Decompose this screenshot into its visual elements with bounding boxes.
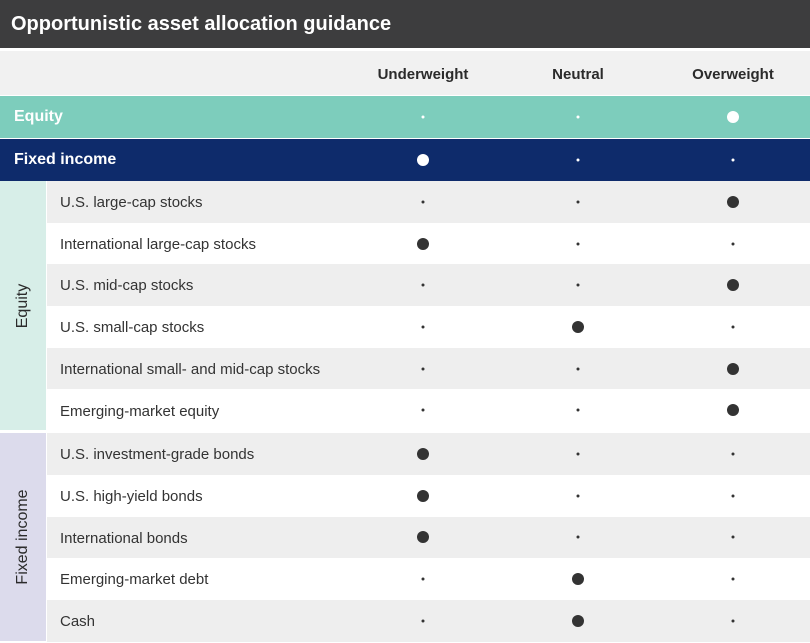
row-international-small-and-mid-cap-stocks-neutral-placeholder-dot [577, 367, 580, 370]
row-emerging-market-equity-neutral-placeholder-dot [577, 409, 580, 412]
row-international-large-cap-stocks-neutral-placeholder-dot [577, 242, 580, 245]
row-u-s-large-cap-stocks-neutral-placeholder-dot [577, 200, 580, 203]
row-u-s-large-cap-stocks-underweight-placeholder-dot [422, 200, 425, 203]
row-label: U.S. small-cap stocks [60, 319, 205, 337]
table-row-u-s-mid-cap-stocks [47, 264, 810, 306]
row-u-s-mid-cap-stocks-overweight-marker [727, 279, 739, 291]
row-emerging-market-debt-overweight-placeholder-dot [732, 578, 735, 581]
summary-row-equity [0, 96, 810, 138]
row-u-s-large-cap-stocks-overweight-marker [727, 196, 739, 208]
summary-equity-overweight-marker [727, 111, 739, 123]
row-label: U.S. high-yield bonds [60, 487, 203, 505]
summary-row-fixed-income [0, 139, 810, 181]
row-international-small-and-mid-cap-stocks-underweight-placeholder-dot [422, 367, 425, 370]
row-u-s-high-yield-bonds-neutral-placeholder-dot [577, 494, 580, 497]
row-emerging-market-equity-underweight-placeholder-dot [422, 409, 425, 412]
column-header-neutral: Neutral [552, 66, 604, 83]
row-cash-underweight-placeholder-dot [422, 619, 425, 622]
row-label: Emerging-market equity [60, 402, 220, 420]
row-label: International bonds [60, 529, 188, 547]
summary-equity-neutral-placeholder-dot [577, 116, 580, 119]
table-row-cash [47, 600, 810, 642]
table-row-international-bonds [47, 517, 810, 559]
row-label: International large-cap stocks [60, 235, 256, 253]
row-international-small-and-mid-cap-stocks-overweight-marker [727, 363, 739, 375]
table-row-emerging-market-equity [47, 390, 810, 432]
summary-fixed-income-neutral-placeholder-dot [577, 159, 580, 162]
row-u-s-investment-grade-bonds-neutral-placeholder-dot [577, 453, 580, 456]
row-international-bonds-overweight-placeholder-dot [732, 536, 735, 539]
group-label-fixed-income [0, 433, 46, 641]
row-u-s-investment-grade-bonds-underweight-marker [417, 448, 429, 460]
table-row-u-s-small-cap-stocks [47, 306, 810, 348]
row-emerging-market-debt-underweight-placeholder-dot [422, 578, 425, 581]
row-international-large-cap-stocks-underweight-marker [417, 238, 429, 250]
row-label: U.S. investment-grade bonds [60, 446, 255, 464]
row-u-s-high-yield-bonds-underweight-marker [417, 490, 429, 502]
row-international-large-cap-stocks-overweight-placeholder-dot [732, 242, 735, 245]
table-row-u-s-high-yield-bonds [47, 475, 810, 517]
row-label: International small- and mid-cap stocks [60, 360, 321, 378]
row-emerging-market-equity-overweight-marker [727, 404, 739, 416]
row-label: Cash [60, 613, 96, 630]
column-header-overweight: Overweight [692, 66, 774, 83]
summary-equity-underweight-placeholder-dot [422, 116, 425, 119]
row-label: Emerging-market debt [60, 571, 209, 589]
table-row-emerging-market-debt [47, 558, 810, 600]
row-emerging-market-debt-neutral-marker [572, 573, 584, 585]
row-international-bonds-neutral-placeholder-dot [577, 536, 580, 539]
row-u-s-small-cap-stocks-neutral-marker [572, 321, 584, 333]
table-row-international-large-cap-stocks [47, 223, 810, 265]
summary-row-label: Equity [14, 108, 63, 125]
row-label: U.S. large-cap stocks [60, 194, 203, 211]
row-u-s-high-yield-bonds-overweight-placeholder-dot [732, 494, 735, 497]
chart-title: Opportunistic asset allocation guidance [0, 0, 810, 48]
row-cash-neutral-marker [572, 615, 584, 627]
column-header-row [0, 51, 810, 95]
row-label: U.S. mid-cap stocks [60, 277, 194, 295]
row-international-bonds-underweight-marker [417, 531, 429, 543]
row-u-s-small-cap-stocks-overweight-placeholder-dot [732, 325, 735, 328]
summary-row-label: Fixed income [14, 151, 117, 168]
column-header-underweight: Underweight [377, 66, 469, 83]
row-u-s-mid-cap-stocks-underweight-placeholder-dot [422, 284, 425, 287]
row-u-s-mid-cap-stocks-neutral-placeholder-dot [577, 284, 580, 287]
table-row-international-small-and-mid-cap-stocks [47, 348, 810, 390]
group-label-equity [0, 181, 46, 430]
summary-fixed-income-underweight-marker [417, 154, 429, 166]
row-cash-overweight-placeholder-dot [732, 619, 735, 622]
row-u-s-small-cap-stocks-underweight-placeholder-dot [422, 325, 425, 328]
group-label-text: Equity [14, 283, 31, 328]
summary-fixed-income-overweight-placeholder-dot [732, 159, 735, 162]
row-u-s-investment-grade-bonds-overweight-placeholder-dot [732, 453, 735, 456]
group-label-text: Fixed income [14, 489, 31, 585]
table-row-u-s-large-cap-stocks [47, 181, 810, 223]
table-row-u-s-investment-grade-bonds [47, 433, 810, 475]
